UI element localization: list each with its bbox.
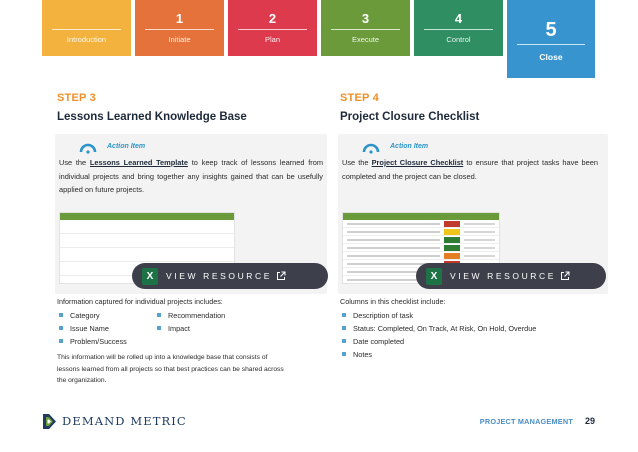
bullet-icon [157,313,161,317]
desc-text: Use the [342,158,372,167]
tab-number: 4 [454,11,463,26]
preview-row [343,236,499,244]
step-description [342,156,598,183]
footer-meta [480,416,595,426]
speedometer-icon [79,140,97,154]
list-item-text: Description of task [353,311,414,320]
list-item [342,310,413,322]
tab-divider [145,29,214,30]
page-number: 29 [584,416,595,426]
desc-text: Use the [59,158,90,167]
preview-row [60,220,234,234]
tab-divider [238,29,307,30]
template-link[interactable]: Lessons Learned Template [89,158,188,167]
action-item-panel [338,134,608,294]
tab-divider [424,29,493,30]
tab-label: Initiate [168,35,191,44]
list-item [157,323,190,335]
preview-row [343,220,499,228]
action-item-label: Action Item [390,143,429,150]
bullet-icon [157,326,161,330]
preview-row [60,248,234,262]
list-item-text: Impact [168,324,190,333]
tab-divider [52,29,121,30]
list-item [342,349,372,361]
view-resource-label: VIEW RESOURCE [166,271,273,281]
tab-label: Control [446,35,471,44]
tab-introduction[interactable] [42,0,131,56]
bullet-icon [342,352,346,356]
preview-row [343,228,499,236]
step-title: Project Closure Checklist [340,111,480,123]
list-item-text: Notes [353,350,373,359]
list-item-text: Issue Name [70,324,109,333]
logo-mark-icon [42,413,57,430]
demand-metric-logo[interactable] [42,412,187,430]
action-item-label: Action Item [107,143,146,150]
desc-text: to ensure that project tasks have been completed and the project can be closed. [342,158,598,181]
phase-tabs [42,0,595,78]
tab-control[interactable] [414,0,503,56]
action-item-panel [55,134,327,294]
view-resource-button[interactable] [416,263,606,289]
knowledge-base-note: This information will be rolled up into a knowledge base that consists of lessons learned from all projects so that best practices can be shared across the organization. [57,354,284,384]
tab-label: Execute [351,35,380,44]
view-resource-label: VIEW RESOURCE [450,271,557,281]
tab-divider [331,29,400,30]
template-link[interactable]: Project Closure Checklist [371,158,464,167]
bullet-icon [59,326,63,330]
tab-initiate[interactable] [135,0,224,56]
tab-number: 1 [175,11,184,26]
checklist-columns-intro: Columns in this checklist include: [340,297,446,306]
external-link-icon [276,271,286,281]
page-footer [42,412,595,430]
list-item-text: Recommendation [168,311,226,320]
bullet-icon [59,339,63,343]
list-item-text: Problem/Success [70,337,127,346]
step-label: STEP 3 [57,92,96,104]
captured-info-intro: Information captured for individual projects includes: [57,297,223,306]
view-resource-button[interactable] [132,263,328,289]
tab-number: 2 [268,11,277,26]
list-item [59,323,109,335]
step4-section [340,92,598,359]
tab-divider [517,44,585,45]
bullet-icon [342,313,346,317]
preview-row [343,252,499,260]
step-description [59,156,323,197]
list-item [342,336,404,348]
bullet-icon [342,326,346,330]
preview-header [60,213,234,220]
step-title: Lessons Learned Knowledge Base [57,111,247,123]
list-item-text: Status: Completed, On Track, At Risk, On Hold, Overdue [353,324,537,333]
step-label: STEP 4 [340,92,379,104]
desc-text: to keep track of lessons learned from individual projects and bring together any insights gained that can be usefully applied on future projects. [59,158,323,194]
tab-label: Introduction [66,35,107,44]
tab-close[interactable] [507,0,595,78]
external-link-icon [560,271,570,281]
tab-label: Plan [264,35,280,44]
bullet-icon [59,313,63,317]
preview-header [343,213,499,220]
list-item [157,310,225,322]
bullet-icon [342,339,346,343]
step3-section [57,92,323,384]
list-item [59,310,100,322]
list-item [342,323,536,335]
list-item-text: Category [70,311,100,320]
list-item-text: Date completed [353,337,405,346]
excel-icon: X [426,268,442,285]
preview-row [343,244,499,252]
tab-plan[interactable] [228,0,317,56]
logo-text: DEMAND METRIC [62,414,187,428]
speedometer-icon [362,140,380,154]
section-name: PROJECT MANAGEMENT [479,416,573,426]
list-item [59,336,127,348]
tab-number: 5 [545,19,557,41]
tab-number: 3 [361,11,370,26]
preview-row [60,234,234,248]
tab-execute[interactable] [321,0,410,56]
tab-label: Close [539,52,563,62]
excel-icon: X [142,268,158,285]
